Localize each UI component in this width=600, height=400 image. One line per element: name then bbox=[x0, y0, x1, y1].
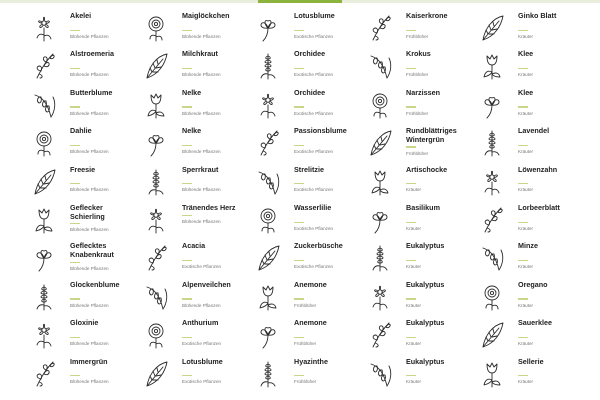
plant-card bbox=[472, 279, 584, 317]
plant-card bbox=[248, 164, 360, 202]
plant-category: Kräuter bbox=[518, 110, 534, 116]
plant-card bbox=[472, 10, 584, 48]
plant-name: Anthurium bbox=[182, 318, 219, 328]
accent-divider bbox=[294, 145, 304, 146]
plant-name: Narzissen bbox=[406, 87, 440, 97]
plant-card bbox=[360, 240, 472, 278]
plant-card bbox=[136, 356, 248, 394]
plant-category: Frühblüher bbox=[406, 33, 429, 39]
accent-divider bbox=[294, 222, 304, 223]
accent-divider bbox=[518, 68, 528, 69]
plant-card bbox=[360, 202, 472, 240]
plant-category: Kräuter bbox=[518, 341, 534, 347]
plant-category: Frühblüher bbox=[406, 72, 429, 78]
alstroemeria-flower-icon bbox=[24, 48, 64, 82]
plant-card bbox=[248, 317, 360, 355]
plant-category: Kräuter bbox=[518, 149, 534, 155]
wood-sorrel-icon bbox=[472, 317, 512, 351]
plant-card bbox=[136, 87, 248, 125]
accent-divider bbox=[70, 298, 80, 299]
plant-name: Butterblume bbox=[70, 87, 113, 97]
plant-card bbox=[24, 317, 136, 355]
strelitzia-icon bbox=[248, 164, 288, 198]
accent-divider bbox=[518, 222, 528, 223]
plant-name: Dahlie bbox=[70, 126, 92, 136]
accent-divider bbox=[70, 223, 80, 224]
plant-name: Alstroemeria bbox=[70, 49, 114, 59]
plant-card bbox=[136, 317, 248, 355]
plant-card bbox=[136, 125, 248, 163]
plant-name: Strelitzie bbox=[294, 164, 324, 174]
polemonium-plant-icon bbox=[136, 164, 176, 198]
plant-category: Blühende Pflanzen bbox=[182, 72, 221, 78]
clover-icon bbox=[472, 48, 512, 82]
plant-category: Kräuter bbox=[406, 225, 422, 231]
plant-card bbox=[248, 48, 360, 86]
plant-category: Kräuter bbox=[518, 72, 534, 78]
plant-category: Blühende Pflanzen bbox=[70, 302, 109, 308]
plant-name: Tränendes Herz bbox=[182, 202, 236, 212]
plant-card bbox=[136, 164, 248, 202]
plant-name: Anemone bbox=[294, 318, 327, 328]
plant-card bbox=[472, 317, 584, 355]
accent-divider bbox=[294, 337, 304, 338]
plant-category: Blühende Pflanzen bbox=[70, 110, 109, 116]
anemone-cluster-icon bbox=[248, 317, 288, 351]
plant-card bbox=[136, 240, 248, 278]
wintergreen-icon bbox=[360, 125, 400, 159]
plant-category: Blühende Pflanzen bbox=[70, 227, 109, 233]
plant-category: Blühende Pflanzen bbox=[70, 265, 109, 271]
eucalyptus-sprig-icon bbox=[360, 279, 400, 313]
plant-category: Kräuter bbox=[406, 341, 422, 347]
plant-category: Kräuter bbox=[518, 379, 534, 385]
dandelion-icon bbox=[472, 164, 512, 198]
plant-name: Ginko Blatt bbox=[518, 11, 557, 20]
plant-name: Klee bbox=[518, 49, 534, 59]
accent-divider bbox=[294, 260, 304, 261]
accent-divider bbox=[182, 298, 192, 299]
plant-name: Akelei bbox=[70, 11, 92, 20]
hyacinth-icon bbox=[248, 356, 288, 390]
accent-divider bbox=[182, 30, 192, 31]
akelei-flower-icon bbox=[24, 10, 64, 44]
plant-category: Exotische Pflanzen bbox=[182, 264, 222, 270]
protea-icon bbox=[248, 240, 288, 274]
basil-icon bbox=[360, 202, 400, 236]
plant-name: Orchidee bbox=[294, 87, 326, 97]
plant-name: Klee bbox=[518, 87, 534, 97]
plant-card bbox=[472, 356, 584, 394]
mint-icon bbox=[472, 240, 512, 274]
plant-name: Sellerie bbox=[518, 356, 544, 366]
accent-divider bbox=[406, 183, 416, 184]
passionflower-icon bbox=[248, 125, 288, 159]
lotus-flower-icon bbox=[248, 10, 288, 44]
plant-name: Freesie bbox=[70, 164, 96, 174]
plant-name: Eukalyptus bbox=[406, 356, 445, 366]
plant-name: Glockenblume bbox=[70, 279, 120, 289]
bleeding-heart-icon bbox=[136, 202, 176, 236]
crown-imperial-icon bbox=[360, 10, 400, 44]
plant-category: Blühende Pflanzen bbox=[182, 218, 221, 224]
plant-category: Blühende Pflanzen bbox=[70, 187, 109, 193]
plant-category: Kräuter bbox=[518, 264, 534, 270]
plant-category: Kräuter bbox=[518, 225, 534, 231]
plant-card bbox=[472, 164, 584, 202]
plant-category: Frühblüher bbox=[294, 341, 317, 347]
plant-name: Orchidee bbox=[294, 49, 326, 59]
eucalyptus-leaves-icon bbox=[360, 317, 400, 351]
plant-name: Basilikum bbox=[406, 202, 440, 212]
plant-category: Frühblüher bbox=[406, 150, 429, 156]
plant-name: Zuckerbüsche bbox=[294, 241, 343, 251]
plant-name: Hyazinthe bbox=[294, 356, 328, 366]
accent-divider bbox=[406, 146, 416, 147]
accent-divider bbox=[70, 262, 80, 263]
top-accent-bar bbox=[258, 0, 342, 3]
accent-divider bbox=[294, 183, 304, 184]
accent-divider bbox=[406, 222, 416, 223]
accent-divider bbox=[182, 106, 192, 107]
plant-category: Exotische Pflanzen bbox=[294, 110, 334, 116]
buttercup-flower-icon bbox=[24, 87, 64, 121]
accent-divider bbox=[182, 145, 192, 146]
lily-of-the-valley-icon bbox=[136, 10, 176, 44]
plant-card bbox=[472, 202, 584, 240]
plant-card bbox=[136, 10, 248, 48]
plant-name: Artischocke bbox=[406, 164, 448, 174]
accent-divider bbox=[70, 106, 80, 107]
plant-name: Eukalyptus bbox=[406, 241, 445, 251]
accent-divider bbox=[518, 106, 528, 107]
plant-name: Minze bbox=[518, 241, 538, 251]
accent-divider bbox=[406, 260, 416, 261]
milkwort-plant-icon bbox=[136, 48, 176, 82]
clover-flower-icon bbox=[472, 87, 512, 121]
plant-name: Oregano bbox=[518, 279, 548, 289]
accent-divider bbox=[294, 298, 304, 299]
plant-category: Exotische Pflanzen bbox=[294, 264, 334, 270]
plant-category: Exotische Pflanzen bbox=[294, 72, 334, 78]
accent-divider bbox=[70, 30, 80, 31]
plant-card bbox=[248, 279, 360, 317]
accent-divider bbox=[70, 337, 80, 338]
accent-divider bbox=[406, 30, 416, 31]
plant-category: Kräuter bbox=[406, 187, 422, 193]
plant-category: Frühblüher bbox=[406, 110, 429, 116]
plant-card bbox=[360, 125, 472, 163]
accent-divider bbox=[70, 183, 80, 184]
plant-category: Blühende Pflanzen bbox=[70, 379, 109, 385]
plant-card bbox=[248, 10, 360, 48]
plant-name: Krokus bbox=[406, 49, 431, 59]
carnation-sprig-icon bbox=[136, 125, 176, 159]
plant-category: Blühende Pflanzen bbox=[182, 110, 221, 116]
plant-name: Wasserlilie bbox=[294, 202, 332, 212]
plant-card bbox=[248, 356, 360, 394]
plant-name: Nelke bbox=[182, 87, 202, 97]
accent-divider bbox=[518, 260, 528, 261]
plant-name: Geflecktes Knabenkraut bbox=[70, 241, 114, 259]
accent-divider bbox=[518, 183, 528, 184]
hemlock-plant-icon bbox=[24, 202, 64, 236]
plant-card bbox=[360, 279, 472, 317]
plant-name: Lavendel bbox=[518, 126, 550, 136]
plant-card bbox=[136, 279, 248, 317]
orchid-stem-icon bbox=[248, 87, 288, 121]
plant-card bbox=[24, 10, 136, 48]
plant-card bbox=[24, 125, 136, 163]
bellflower-icon bbox=[24, 279, 64, 313]
plant-name: Passionsblume bbox=[294, 126, 347, 136]
plant-card bbox=[248, 240, 360, 278]
accent-divider bbox=[182, 215, 192, 216]
accent-divider bbox=[294, 30, 304, 31]
plant-card bbox=[360, 87, 472, 125]
accent-divider bbox=[294, 106, 304, 107]
plant-card bbox=[472, 125, 584, 163]
ginkgo-leaf-icon bbox=[472, 10, 512, 44]
accent-divider bbox=[182, 68, 192, 69]
dahlia-flower-icon bbox=[24, 125, 64, 159]
accent-divider bbox=[518, 298, 528, 299]
plant-card bbox=[472, 87, 584, 125]
plant-card bbox=[24, 356, 136, 394]
plant-card bbox=[136, 202, 248, 240]
accent-divider bbox=[406, 68, 416, 69]
plant-card bbox=[360, 356, 472, 394]
plant-category: Kräuter bbox=[518, 187, 534, 193]
accent-divider bbox=[518, 337, 528, 338]
plant-name: Lotusblume bbox=[294, 11, 335, 20]
celery-icon bbox=[472, 356, 512, 390]
plant-category: Kräuter bbox=[406, 379, 422, 385]
bay-leaf-icon bbox=[472, 202, 512, 236]
accent-divider bbox=[294, 68, 304, 69]
plant-card bbox=[472, 48, 584, 86]
plant-category: Blühende Pflanzen bbox=[70, 341, 109, 347]
plant-category: Blühende Pflanzen bbox=[182, 33, 221, 39]
plant-category: Kräuter bbox=[518, 33, 534, 39]
accent-divider bbox=[406, 298, 416, 299]
plant-name: Maiglöckchen bbox=[182, 11, 230, 20]
plant-name: Lotusblume bbox=[182, 356, 223, 366]
accent-divider bbox=[518, 145, 528, 146]
daffodil-icon bbox=[360, 87, 400, 121]
plant-card bbox=[472, 240, 584, 278]
plant-category: Blühende Pflanzen bbox=[70, 33, 109, 39]
plant-card bbox=[360, 48, 472, 86]
plant-category: Blühende Pflanzen bbox=[182, 149, 221, 155]
accent-divider bbox=[70, 68, 80, 69]
plant-category: Blühende Pflanzen bbox=[182, 302, 221, 308]
plant-name: Geflecker Schierling bbox=[70, 202, 105, 221]
plant-category: Kräuter bbox=[518, 302, 534, 308]
lotus-bud-icon bbox=[136, 356, 176, 390]
plant-category: Kräuter bbox=[406, 302, 422, 308]
accent-divider bbox=[182, 337, 192, 338]
plant-name: Eukalyptus bbox=[406, 279, 445, 289]
plant-category: Exotische Pflanzen bbox=[294, 149, 334, 155]
accent-divider bbox=[182, 260, 192, 261]
plant-card bbox=[24, 240, 136, 278]
accent-divider bbox=[518, 30, 528, 31]
plant-card bbox=[24, 164, 136, 202]
anemone-icon bbox=[248, 279, 288, 313]
plant-card bbox=[360, 164, 472, 202]
accent-divider bbox=[406, 337, 416, 338]
orchis-plant-icon bbox=[24, 240, 64, 274]
accent-divider bbox=[182, 375, 192, 376]
oregano-icon bbox=[472, 279, 512, 313]
freesia-flower-icon bbox=[24, 164, 64, 198]
plant-card bbox=[248, 125, 360, 163]
plant-name: Sperrkraut bbox=[182, 164, 219, 174]
plant-name: Eukalyptus bbox=[406, 318, 445, 328]
orchid-flower-icon bbox=[248, 48, 288, 82]
eucalyptus-stem-icon bbox=[360, 356, 400, 390]
plant-card bbox=[248, 87, 360, 125]
plant-card bbox=[24, 48, 136, 86]
plant-category: Exotische Pflanzen bbox=[294, 33, 334, 39]
plant-category: Blühende Pflanzen bbox=[70, 72, 109, 78]
gloxinia-flower-icon bbox=[24, 317, 64, 351]
plant-card bbox=[24, 279, 136, 317]
plant-name: Alpenveilchen bbox=[182, 279, 231, 289]
accent-divider bbox=[70, 145, 80, 146]
plant-card bbox=[24, 87, 136, 125]
periwinkle-plant-icon bbox=[24, 356, 64, 390]
accent-divider bbox=[294, 375, 304, 376]
water-lily-icon bbox=[248, 202, 288, 236]
plant-card bbox=[360, 317, 472, 355]
plant-category: Exotische Pflanzen bbox=[182, 379, 222, 385]
plant-name: Milchkraut bbox=[182, 49, 218, 59]
plant-category: Exotische Pflanzen bbox=[182, 341, 222, 347]
plant-category: Kräuter bbox=[406, 264, 422, 270]
plant-card bbox=[24, 202, 136, 240]
lavender-icon bbox=[472, 125, 512, 159]
crocus-icon bbox=[360, 48, 400, 82]
accent-divider bbox=[182, 183, 192, 184]
plant-name: Anemone bbox=[294, 279, 327, 289]
plant-name: Sauerklee bbox=[518, 318, 552, 328]
cyclamen-icon bbox=[136, 279, 176, 313]
artichoke-icon bbox=[360, 164, 400, 198]
plant-name: Immergrün bbox=[70, 356, 108, 366]
plant-grid bbox=[24, 10, 584, 394]
accent-divider bbox=[518, 375, 528, 376]
plant-card bbox=[136, 48, 248, 86]
plant-name: Rundblättriges Wintergrün bbox=[406, 126, 457, 144]
plant-card bbox=[360, 10, 472, 48]
accent-divider bbox=[70, 375, 80, 376]
plant-name: Acacia bbox=[182, 241, 206, 251]
carnation-flower-icon bbox=[136, 87, 176, 121]
plant-category: Blühende Pflanzen bbox=[182, 187, 221, 193]
plant-category: Exotische Pflanzen bbox=[294, 225, 334, 231]
plant-name: Lorbeerblatt bbox=[518, 202, 560, 212]
accent-divider bbox=[406, 106, 416, 107]
eucalyptus-branch-icon bbox=[360, 240, 400, 274]
plant-name: Nelke bbox=[182, 126, 202, 136]
plant-category: Frühblüher bbox=[294, 302, 317, 308]
plant-name: Kaiserkrone bbox=[406, 11, 448, 20]
anthurium-icon bbox=[136, 317, 176, 351]
plant-name: Gloxinie bbox=[70, 318, 99, 328]
plant-category: Blühende Pflanzen bbox=[70, 149, 109, 155]
plant-category: Exotische Pflanzen bbox=[294, 187, 334, 193]
acacia-branch-icon bbox=[136, 240, 176, 274]
accent-divider bbox=[406, 375, 416, 376]
plant-name: Löwenzahn bbox=[518, 164, 558, 174]
plant-card bbox=[248, 202, 360, 240]
plant-category: Frühblüher bbox=[294, 379, 317, 385]
